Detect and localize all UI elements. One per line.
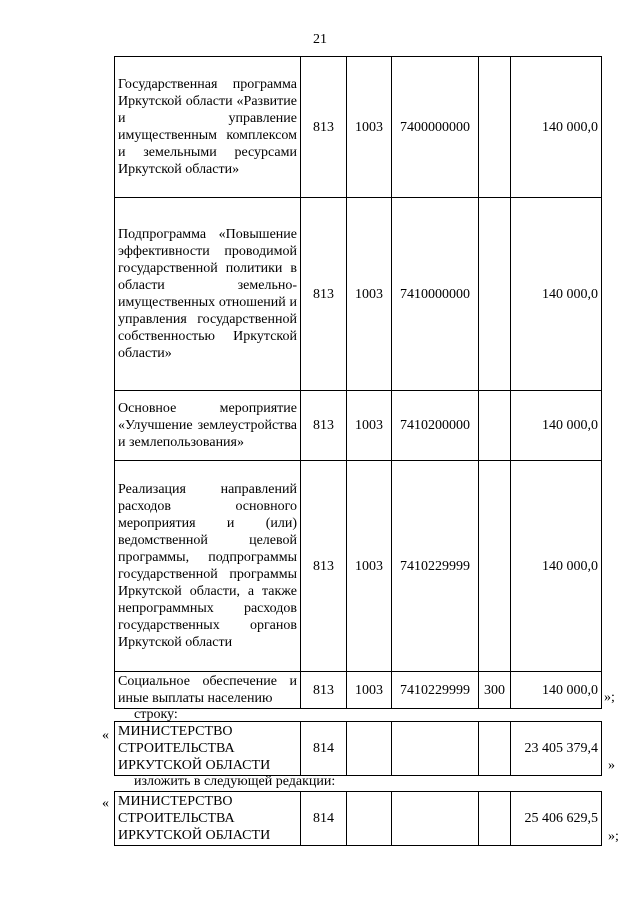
ministry-code: 814 — [301, 722, 347, 776]
amount: 140 000,0 — [511, 57, 602, 198]
row-reference-label: строку: — [134, 707, 178, 722]
expense-type-code — [479, 461, 511, 672]
expense-type-code — [479, 391, 511, 461]
replacement-instruction: изложить в следующей редакции: — [134, 774, 336, 789]
row-name: Социальное обеспечение и иные выплаты населению — [115, 672, 301, 709]
target-code — [392, 792, 479, 846]
closing-quote-mark: »; — [604, 690, 615, 705]
amount: 140 000,0 — [511, 391, 602, 461]
ministry-code: 814 — [301, 792, 347, 846]
closing-quote-mark: » — [608, 758, 615, 773]
amount: 140 000,0 — [511, 461, 602, 672]
row-name: Реализация направлений расходов основного мероприятия и (или) ведомственной целевой программы, подпрограммы государственной программы Иркутской области, а также непрограммных расходов государственных органов Иркутской области — [115, 461, 301, 672]
ministry-code: 813 — [301, 391, 347, 461]
ministry-code: 813 — [301, 57, 347, 198]
row-name: Основное мероприятие «Улучшение землеустройства и землепользования» — [115, 391, 301, 461]
amount: 140 000,0 — [511, 672, 602, 709]
table-row — [115, 672, 602, 709]
row-name: МИНИСТЕРСТВО СТРОИТЕЛЬСТВА ИРКУТСКОЙ ОБЛАСТИ — [115, 722, 301, 776]
table-row — [115, 391, 602, 461]
amount: 23 405 379,4 — [511, 722, 602, 776]
expense-type-code — [479, 722, 511, 776]
ministry-code: 813 — [301, 672, 347, 709]
row-name: Государственная программа Иркутской области «Развитие и управление имущественным комплексом и земельными ресурсами Иркутской области» — [115, 57, 301, 198]
table-row — [115, 198, 602, 391]
new-row-table — [114, 791, 602, 846]
target-code: 7410000000 — [392, 198, 479, 391]
budget-table — [114, 56, 602, 709]
row-name: Подпрограмма «Повышение эффективности проводимой государственной политики в области земельно-имущественных отношений и управления государственной собственностью Иркутской области» — [115, 198, 301, 391]
ministry-code: 813 — [301, 461, 347, 672]
opening-quote-mark: « — [102, 796, 109, 811]
ministry-code: 813 — [301, 198, 347, 391]
amount: 140 000,0 — [511, 198, 602, 391]
section-code: 1003 — [347, 461, 392, 672]
closing-quote-mark: »; — [608, 829, 619, 844]
section-code — [347, 792, 392, 846]
target-code — [392, 722, 479, 776]
section-code — [347, 722, 392, 776]
expense-type-code — [479, 198, 511, 391]
amount: 25 406 629,5 — [511, 792, 602, 846]
row-name: МИНИСТЕРСТВО СТРОИТЕЛЬСТВА ИРКУТСКОЙ ОБЛАСТИ — [115, 792, 301, 846]
table-row — [115, 461, 602, 672]
expense-type-code: 300 — [479, 672, 511, 709]
expense-type-code — [479, 57, 511, 198]
table-row — [115, 57, 602, 198]
section-code: 1003 — [347, 198, 392, 391]
target-code: 7410200000 — [392, 391, 479, 461]
table-row — [115, 792, 602, 846]
target-code: 7410229999 — [392, 461, 479, 672]
page-number: 21 — [313, 32, 327, 47]
old-row-table — [114, 721, 602, 776]
section-code: 1003 — [347, 57, 392, 198]
table-row — [115, 722, 602, 776]
opening-quote-mark: « — [102, 728, 109, 743]
expense-type-code — [479, 792, 511, 846]
target-code: 7400000000 — [392, 57, 479, 198]
section-code: 1003 — [347, 391, 392, 461]
section-code: 1003 — [347, 672, 392, 709]
target-code: 7410229999 — [392, 672, 479, 709]
